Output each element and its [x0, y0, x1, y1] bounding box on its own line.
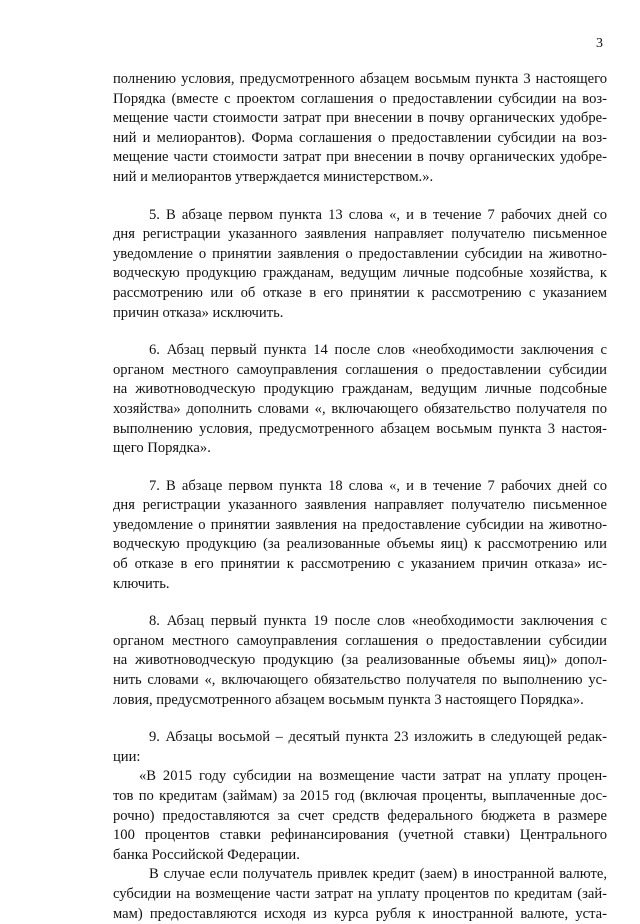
text-line: мещение части стоимости затрат при внесении в почву органических удобре- — [113, 149, 607, 166]
text-line: мам) предоставляются исходя из курса рубля к иностранной валюте, уста- — [113, 905, 607, 922]
text-line: мещение части стоимости затрат при внесении в почву органических удобре- — [113, 110, 607, 127]
text-line: дня регистрации указанного заявления направляет получателю письменное — [113, 497, 607, 514]
text-line: 5. В абзаце первом пункта 13 слова «, и в течение 7 рабочих дней со — [149, 206, 607, 223]
text-line: банка Российской Федерации. — [113, 846, 300, 863]
text-line: хозяйства» дополнить словами «, включающего обязательство получателя по — [113, 400, 607, 417]
text-line: В случае если получатель привлек кредит (заем) в иностранной валюте, — [149, 866, 607, 883]
text-line: рочно) предоставляются за счет средств федерального бюджета в размере — [113, 807, 607, 824]
text-line: 7. В абзаце первом пункта 18 слова «, и в течение 7 рабочих дней со — [149, 477, 607, 494]
text-line: ции: — [113, 748, 141, 765]
paragraph-continuation — [113, 70, 607, 188]
text-line: уведомление о принятии заявления на предоставление субсидии на животно- — [113, 516, 607, 533]
paragraph-item-6 — [113, 341, 607, 459]
paragraph-item-5 — [113, 206, 607, 324]
text-line: водческую продукцию (за реализованные объемы яиц) к рассмотрению или — [113, 536, 607, 553]
paragraph-item-8 — [113, 612, 607, 710]
text-line: Порядка (вместе с проектом соглашения о предоставлении субсидии на воз- — [113, 90, 607, 107]
text-line: полнению условия, предусмотренного абзацем восьмым пункта 3 настоящего — [113, 71, 607, 87]
text-line: рассмотрению или об отказе в его принятии к рассмотрению с указанием — [113, 284, 607, 301]
text-line: нить словами «, включающего обязательство получателя по выполнению ус- — [113, 672, 607, 689]
text-line: тов по кредитам (займам) за 2015 год (включая проценты, выплаченные дос- — [113, 788, 607, 804]
text-line: органом местного самоуправления соглашения о предоставлении субсидии — [113, 632, 607, 649]
text-line: щего Порядка». — [113, 440, 211, 457]
text-line: 6. Абзац первый пункта 14 после слов «необходимости заключения с — [149, 342, 607, 359]
text-line: ловия, предусмотренного абзацем восьмым пункта 3 настоящего Порядка». — [113, 691, 584, 708]
text-line: субсидии на возмещение части затрат на уплату процентов по кредитам (зай- — [113, 885, 607, 902]
text-line: 9. Абзацы восьмой – десятый пункта 23 изложить в следующей редак- — [149, 729, 607, 746]
text-line: 100 процентов ставки рефинансирования (учетной ставки) Центрального — [113, 827, 607, 844]
document-body — [113, 70, 607, 924]
quoted-paragraph-1 — [113, 767, 607, 865]
quoted-paragraph-2 — [113, 865, 607, 924]
text-line: 8. Абзац первый пункта 19 после слов «необходимости заключения с — [149, 613, 607, 630]
text-line: водческую продукцию гражданам, ведущим личные подсобные хозяйства, к — [113, 265, 607, 282]
paragraph-item-9 — [113, 728, 607, 767]
text-line: «В 2015 году субсидии на возмещение части затрат на уплату процен- — [139, 768, 607, 785]
text-line: дня регистрации указанного заявления направляет получателю письменное — [113, 226, 607, 243]
text-line: выполнению условия, предусмотренного абзацем восьмым пункта 3 настоя- — [113, 420, 607, 437]
text-line: органом местного самоуправления соглашения о предоставлении субсидии — [113, 361, 607, 378]
text-line: на животноводческую продукцию (за реализованные объемы яиц)» допол- — [113, 652, 607, 669]
text-line: причин отказа» исключить. — [113, 304, 284, 321]
text-line: на животноводческую продукцию гражданам, ведущим личные подсобные — [113, 381, 607, 398]
text-line: ний и мелиорантов). Форма соглашения о предоставлении субсидии на воз- — [113, 129, 607, 146]
text-line: ключить. — [113, 575, 170, 592]
paragraph-item-7 — [113, 477, 607, 595]
text-line: об отказе в его принятии к рассмотрению с указанием причин отказа» ис- — [113, 556, 607, 573]
page-number: 3 — [596, 36, 603, 51]
text-line: ний и мелиорантов утверждается министерством.». — [113, 168, 434, 185]
text-line: уведомление о принятии заявления о предоставлении субсидии на животно- — [113, 245, 607, 262]
